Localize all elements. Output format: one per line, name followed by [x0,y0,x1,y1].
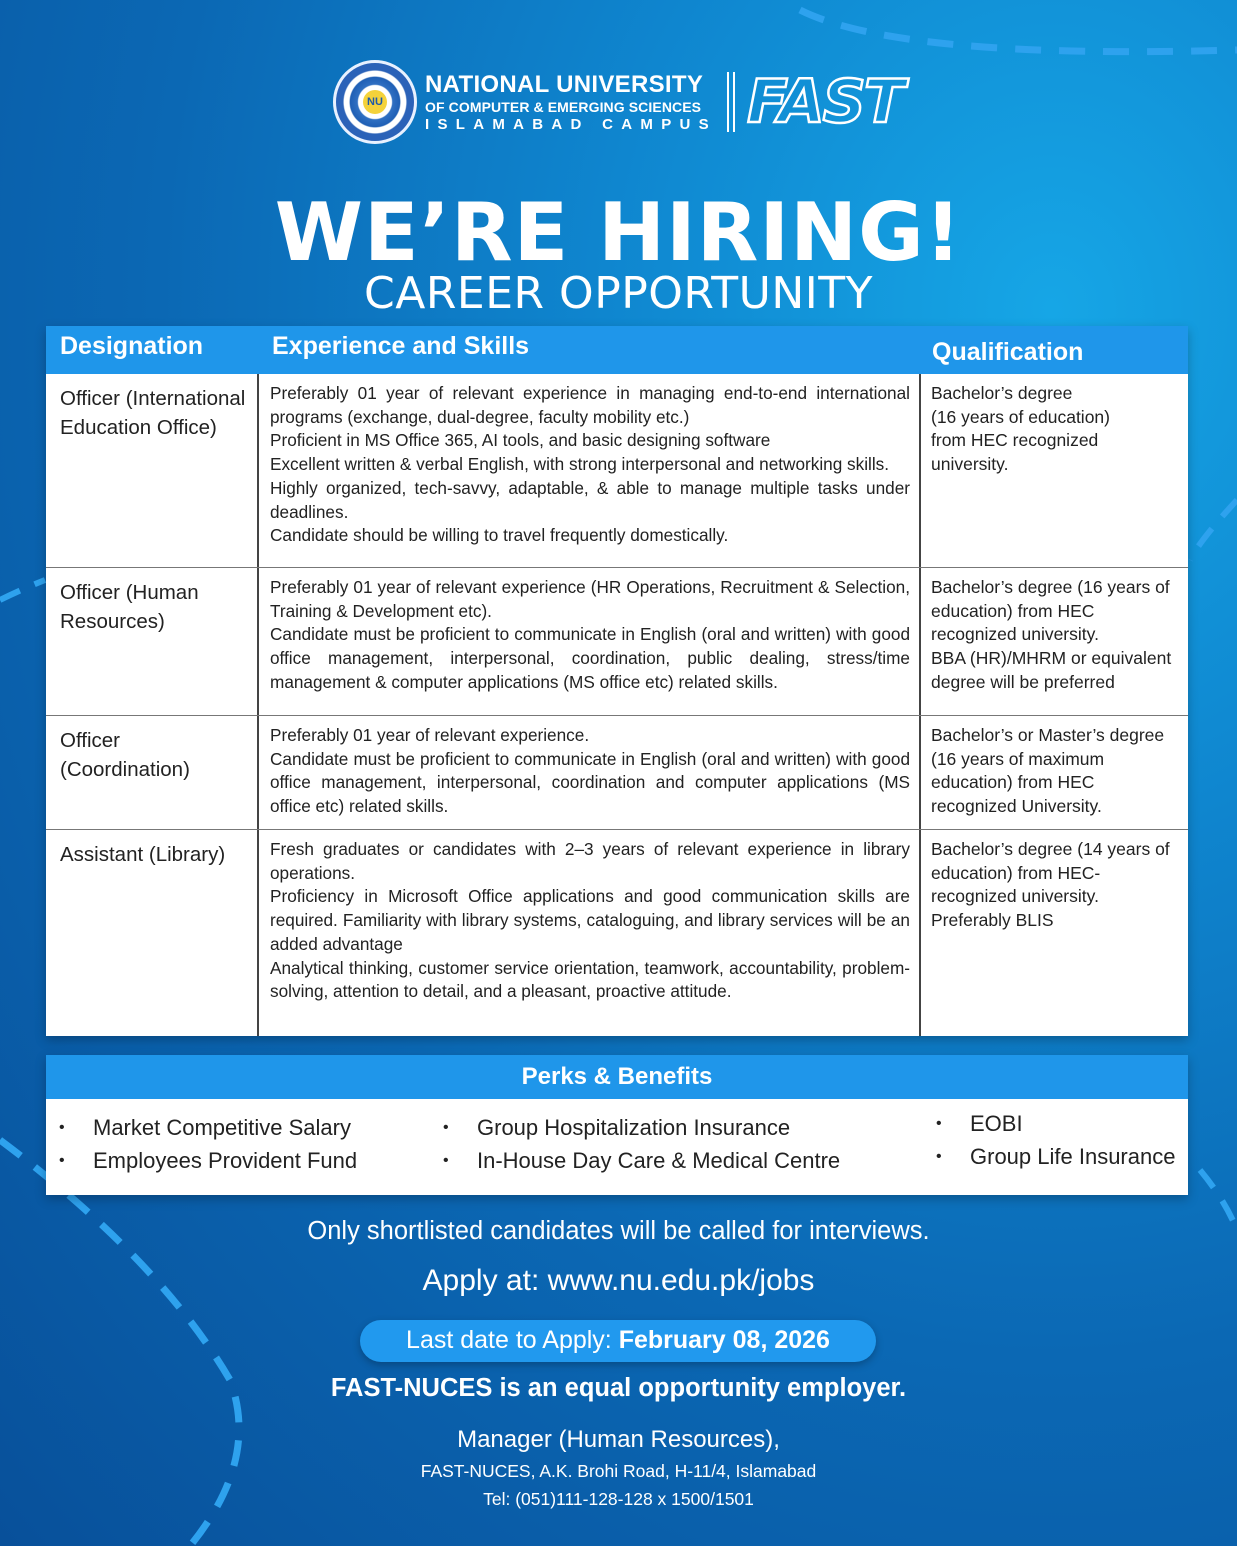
perks-column [430,1111,923,1177]
shortlist-note: Only shortlisted candidates will be called for interviews. [307,1217,930,1245]
fast-logo: FAST [746,67,903,137]
qualification-cell [921,374,1188,567]
qualification-cell [921,830,1188,1036]
seal-initials: NU [363,90,387,114]
perks-columns [46,1099,1188,1177]
qualification-line: Bachelor’s or Master’s degree (16 years of maximum education) from HEC recognized University. [931,725,1165,817]
hero-subtitle: CAREER OPPORTUNITY [364,268,873,319]
qualification-line: university. [931,454,1009,475]
university-name-line2: OF COMPUTER & EMERGING SCIENCES [425,98,702,115]
university-seal-logo [333,60,417,144]
perks-column [923,1107,1188,1177]
table-row [46,374,1188,568]
experience-cell [259,716,921,829]
experience-line: Candidate must be proficient to communicate in English (oral and written) with good office management, interpersonal, coordination and computer applications (MS office etc) related skills. [270,748,910,817]
contact-title: Manager (Human Resources), [457,1426,780,1453]
experience-line: Preferably 01 year of relevant experience (HR Operations, Recruitment & Selection, Training & Development etc). [270,577,910,621]
header-designation: Designation [60,332,204,360]
experience-line: Proficient in MS Office 365, AI tools, and basic designing software [270,430,771,451]
experience-cell [259,830,921,1036]
university-name-line1: NATIONAL UNIVERSITY [425,70,704,98]
table-row [46,830,1188,1036]
experience-line: Analytical thinking, customer service orientation, teamwork, accountability, problem-solving, attention to detail, and a pleasant, proactive attitude. [270,957,910,1002]
header-experience: Experience and Skills [272,332,530,360]
qualification-line: Bachelor’s degree (16 years of education) from HEC recognized university. [931,577,1170,645]
contact-phone: Tel: (051)111-128-128 x 1500/1501 [483,1489,754,1509]
table-row [46,716,1188,830]
experience-line: Candidate must be proficient to communicate in English (oral and written) with good office management, interpersonal, coordination, public dealing, stress/time management & computer applications (MS office etc) related skills. [270,624,910,692]
experience-line: Excellent written & verbal English, with strong interpersonal and networking skills. [270,454,890,475]
campus-name: ISLAMABAD CAMPUS [425,115,717,133]
qualification-line: Bachelor’s degree (14 years of education) from HEC-recognized university. [931,839,1170,907]
brand-divider [727,72,729,132]
designation-cell: Officer (International Education Office) [46,374,259,567]
university-name [425,70,717,133]
designation-cell: Officer (Coordination) [46,716,259,829]
perks-title: Perks & Benefits [46,1055,1188,1099]
experience-cell [259,568,921,715]
experience-cell [259,374,921,567]
deadline-badge [360,1320,876,1362]
experience-line: Preferably 01 year of relevant experience in managing end-to-end international programs (exchange, dual-degree, faculty mobility etc.) [270,383,910,427]
perk-item: • In-House Day Care & Medical Centre [430,1144,923,1177]
perk-item: • EOBI [923,1107,1188,1140]
experience-line: Candidate should be willing to travel frequently domestically. [270,525,729,546]
qualification-line: Preferably BLIS [931,910,1054,931]
deadline-date: February 08, 2026 [618,1326,830,1354]
qualification-cell [921,568,1188,715]
jobs-table [46,326,1188,1036]
perk-item: • Market Competitive Salary [46,1111,430,1144]
experience-line: Fresh graduates or candidates with 2–3 years of relevant experience in library operations. [270,839,910,883]
table-row [46,568,1188,716]
qualification-line: (16 years of education) [931,406,1110,427]
qualification-cell [921,716,1188,829]
qualification-line: from HEC recognized [931,430,1099,451]
equal-opportunity-statement: FAST-NUCES is an equal opportunity employer. [330,1374,907,1402]
header-qualification: Qualification [932,338,1084,366]
contact-address: FAST-NUCES, A.K. Brohi Road, H-11/4, Islamabad [420,1461,817,1481]
perks-benefits-panel [46,1055,1188,1195]
university-brand-header [333,60,905,144]
perk-item: • Group Hospitalization Insurance [430,1111,923,1144]
jobs-table-header [46,326,1188,374]
perk-item: • Employees Provident Fund [46,1144,430,1177]
experience-line: Preferably 01 year of relevant experience. [270,725,590,745]
perk-item: • Group Life Insurance [923,1140,1188,1173]
apply-link[interactable]: Apply at: www.nu.edu.pk/jobs [422,1264,815,1297]
deadline-label: Last date to Apply: [406,1326,619,1354]
designation-cell: Assistant (Library) [46,830,259,1036]
hero-title: WE’RE HIRING! [274,186,963,279]
perks-column [46,1111,430,1177]
qualification-line: Bachelor’s degree [931,383,1073,403]
qualification-line: BBA (HR)/MHRM or equivalent degree will be preferred [931,648,1172,692]
experience-line: Proficiency in Microsoft Office applications and good communication skills are required. Familiarity with library systems, cataloguing, and library services will be an added advantage [270,886,910,954]
experience-line: Highly organized, tech-savvy, adaptable, & able to manage multiple tasks under deadlines. [270,477,910,522]
designation-cell: Officer (Human Resources) [46,568,259,715]
